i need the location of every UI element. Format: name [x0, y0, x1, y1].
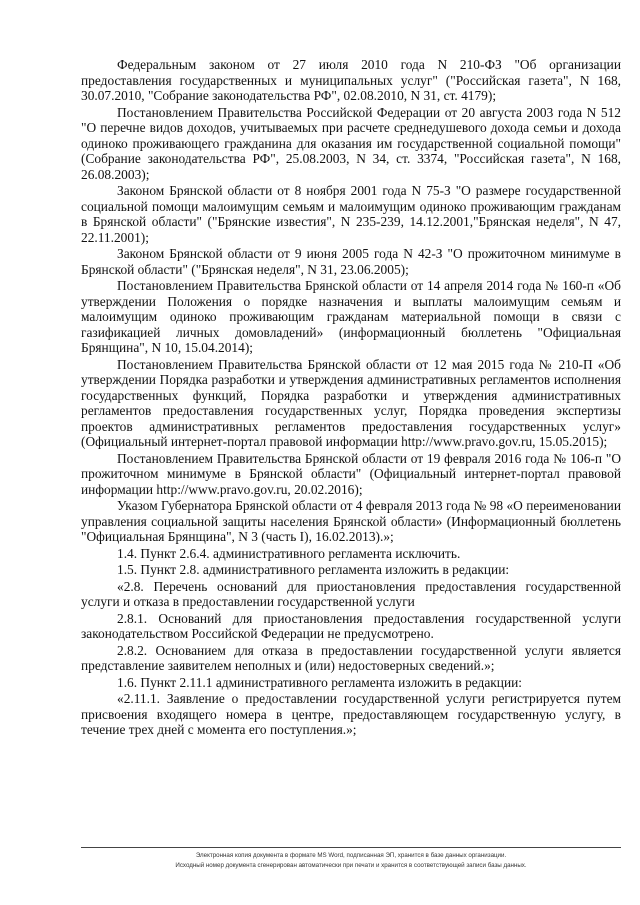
paragraph: Указом Губернатора Брянской области от 4 февраля 2013 года № 98 «О переименовании управления социальной защиты населения Брянской области» (Информационный бюллетень "Официальная Брянщина", N 3 (часть I), 16.02.2013).»; [81, 498, 621, 544]
paragraph: 1.6. Пункт 2.11.1 административного регламента изложить в редакции: [117, 674, 523, 690]
paragraph: «2.8. Перечень оснований для приостановления предоставления государственной услуги и отказа в предоставлении государственной услуги [81, 578, 621, 609]
paragraph: 2.8.2. Основанием для отказа в предоставлении государственной услуги является представление заявителем неполных и (или) недостоверных сведений.»; [81, 642, 621, 673]
paragraph: Постановлением Правительства Брянской области от 19 февраля 2016 года № 106-п "О прожиточном минимуме в Брянской области" (Официальный интернет-портал правовой информации http://www.pravo.gov.ru, 20.02.2016); [81, 450, 621, 497]
paragraph: 1.5. Пункт 2.8. административного регламента изложить в редакции: [117, 562, 510, 577]
document-body [81, 57, 621, 739]
paragraph: «2.11.1. Заявление о предоставлении государственной услуги регистрируется путем присвоения входящего номера в центре, предоставляющем государственную услугу, в течение трех дней с момента его поступления.»; [81, 691, 621, 737]
paragraph: 2.8.1. Оснований для приостановления предоставления государственной услуги законодательством Российской Федерации не предусмотрено. [81, 610, 621, 641]
paragraph: Постановлением Правительства Брянской области от 14 апреля 2014 года № 160-п «Об утверждении Положения о порядке назначения и выплаты малоимущим семьям и малоимущим одиноко проживающим гражданам материальной помощи в связи с газификацией личных домовладений» (информационный бюллетень "Официальная Брянщина", N 10, 15.04.2014); [81, 278, 621, 355]
paragraph: Постановлением Правительства Российской Федерации от 20 августа 2003 года N 512 "О перечне видов доходов, учитываемых при расчете среднедушевого дохода семьи и дохода одиноко проживающего гражданина для оказания им государственной социальной помощи" (Собрание законодательства РФ", 25.08.2003, N 34, ст. 3374, "Российская газета", N 168, 26.08.2003); [81, 104, 621, 182]
paragraph: Федеральным законом от 27 июля 2010 года N 210-ФЗ "Об организации предоставления государственных и муниципальных услуг" ("Российская газета", N 168, 30.07.2010, "Собрание законодательства РФ", 02.08.2010, N 31, ст. 4179); [81, 57, 621, 103]
paragraph: Постановлением Правительства Брянской области от 12 мая 2015 года № 210-П «Об утверждении Порядка разработки и утверждения административных регламентов исполнения государственных функций, Порядка разработки и утверждения административных регламентов предоставления государственных услуг, Порядка проведения экспертизы проектов административных регламентов предоставления государственных услуг» (Официальный интернет-портал правовой информации http://www.pravo.gov.ru, 15.05.2015); [81, 356, 621, 449]
paragraph: 1.4. Пункт 2.6.4. административного регламента исключить. [117, 545, 461, 561]
paragraph: Законом Брянской области от 9 июня 2005 года N 42-З "О прожиточном минимуме в Брянской области" ("Брянская неделя", N 31, 23.06.2005); [81, 246, 621, 277]
footer-divider [81, 847, 621, 848]
paragraph: Законом Брянской области от 8 ноября 2001 года N 75-З "О размере государственной социальной помощи малоимущим семьям и малоимущим одиноко проживающим гражданам в Брянской области" ("Брянские известия", N 235-239, 14.12.2001,"Брянская неделя", N 47, 22.11.2001); [81, 183, 621, 245]
page-footer [81, 851, 621, 870]
footer-line: Электронная копия документа в формате MS Word, подписанная ЭП, хранится в базе данных организации. [195, 852, 507, 859]
footer-line: Исходный номер документа сгенерирован автоматически при печати и хранится в соответствующей записи базы данных. [175, 861, 527, 869]
